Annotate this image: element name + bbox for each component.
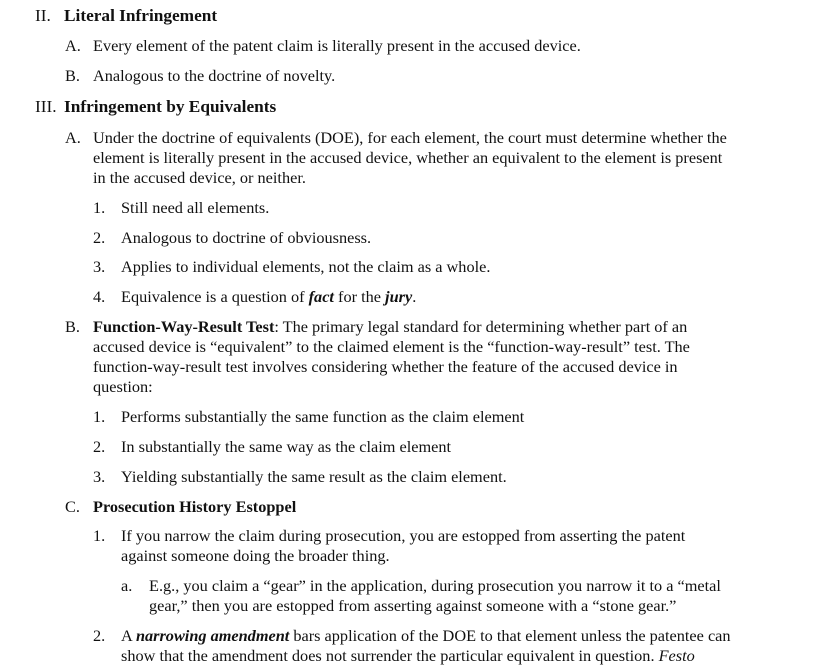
sec3-c-item-1a-line-2: gear,” then you are estopped from asserting against someone with a “stone gear.” [149,596,677,615]
sec3-b-item-1-text: Performs substantially the same function as the claim element [121,407,525,426]
sec2-a-text: Every element of the patent claim is literally present in the accused device. [93,36,581,55]
emphasis-fact: fact [308,287,334,306]
sec3-c-item-1-line-1: If you narrow the claim during prosecution, you are estopped from asserting the patent [121,526,686,545]
sec3-c-number: C. [65,497,80,516]
sec3-b-item-1-number: 1. [93,407,106,426]
sec3-b-line-4: question: [93,377,153,396]
sec3-c-item-2-line-1: A narrowing amendment bars application of the DOE to that element unless the patentee can [121,626,731,645]
sec3-c-item-1-number: 1. [93,526,106,545]
sec3-c-title: Prosecution History Estoppel [93,497,297,516]
sec3-b-number: B. [65,317,80,336]
emphasis-narrowing-amendment: narrowing amendment [135,626,290,645]
sec2-a-number: A. [65,36,81,55]
sec3-c-item-1a-number: a. [121,576,133,595]
sec3-a-line-3: in the accused device, or neither. [93,168,306,187]
sec3-b-title: Function-Way-Result Test [93,317,275,336]
case-name-festo: Festo [658,646,695,665]
sec3-a-item-4-number: 4. [93,287,106,306]
sec3-a-item-1-number: 1. [93,198,106,217]
emphasis-jury: jury [385,287,413,306]
sec3-b-item-2-number: 2. [93,437,106,456]
sec3-a-item-1-text: Still need all elements. [121,198,270,217]
sec3-c-item-2-number: 2. [93,626,106,645]
sec3-b-item-3-text: Yielding substantially the same result as the claim element. [121,467,507,486]
sec3-a-item-2-number: 2. [93,228,106,247]
sec3-a-item-2-text: Analogous to doctrine of obviousness. [121,228,372,247]
sec3-c-item-1-line-2: against someone doing the broader thing. [121,546,390,565]
section-3-title: Infringement by Equivalents [64,97,277,116]
section-3-number: III. [35,97,57,116]
section-2-number: II. [35,6,51,25]
sec3-a-item-3-number: 3. [93,257,106,276]
sec3-b-line-3: function-way-result test involves considering whether the feature of the accused device in [93,357,678,376]
sec3-c-item-1a-line-1: E.g., you claim a “gear” in the application, during prosecution you narrow it to a “metal [149,576,721,595]
sec3-a-line-2: element is literally present in the accused device, whether an equivalent to the element is present [93,148,723,167]
sec2-b-text: Analogous to the doctrine of novelty. [93,66,336,85]
sec3-b-item-3-number: 3. [93,467,106,486]
sec3-b-line-2: accused device is “equivalent” to the claimed element is the “function-way-result” test. The [93,337,690,356]
sec3-a-number: A. [65,128,81,147]
sec3-b-item-2-text: In substantially the same way as the claim element [121,437,452,456]
sec3-a-line-1: Under the doctrine of equivalents (DOE), for each element, the court must determine whether the [93,128,727,147]
sec2-b-number: B. [65,66,80,85]
sec3-a-item-4-text: Equivalence is a question of fact for the jury. [121,287,417,306]
sec3-b-line-1: Function-Way-Result Test: The primary legal standard for determining whether part of an [93,317,688,336]
sec3-c-item-2-line-2: show that the amendment does not surrender the particular equivalent in question. Festo [121,646,695,665]
section-2-title: Literal Infringement [64,6,218,25]
sec3-a-item-3-text: Applies to individual elements, not the claim as a whole. [121,257,491,276]
